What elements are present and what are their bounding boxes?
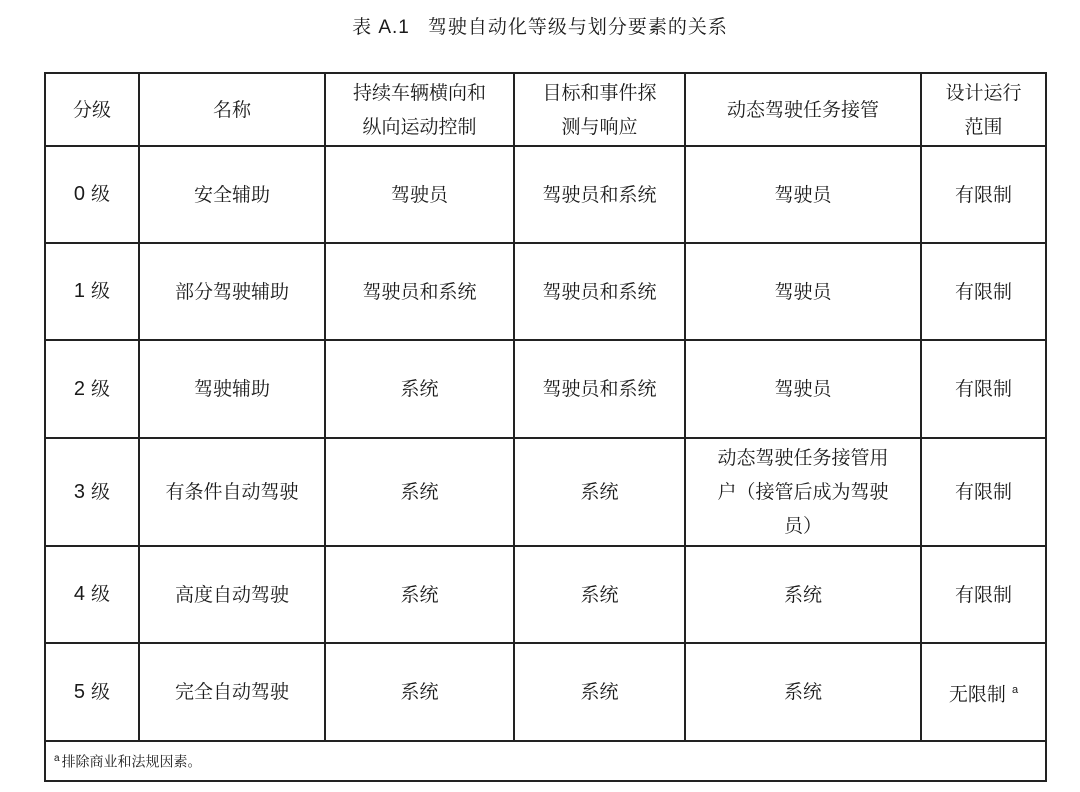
level-cell <box>45 546 139 643</box>
level-unit: 级 <box>91 584 111 605</box>
detect-cell: 系统 <box>514 643 685 741</box>
detect-cell: 系统 <box>514 438 685 546</box>
odd-cell <box>921 340 1046 438</box>
takeover-line: 系统 <box>783 681 822 703</box>
table-number: 表 A.1 <box>352 17 410 38</box>
footnote-marker: a <box>1011 683 1019 696</box>
takeover-cell <box>685 546 921 643</box>
odd-value: 有限制 <box>954 183 1012 206</box>
detect-cell: 驾驶员和系统 <box>514 146 685 243</box>
header-row <box>45 73 1046 146</box>
footnote <box>45 741 1046 781</box>
detect-cell: 驾驶员和系统 <box>514 340 685 438</box>
level-cell <box>45 146 139 243</box>
table-title: 驾驶自动化等级与划分要素的关系 <box>427 16 728 38</box>
footnote-row <box>45 741 1046 781</box>
footnote-marker: a <box>54 753 60 765</box>
odd-value: 有限制 <box>954 583 1012 606</box>
header-line: 范围 <box>964 115 1003 138</box>
control-cell: 系统 <box>325 643 514 741</box>
level-unit: 级 <box>91 184 111 205</box>
odd-cell <box>921 243 1046 340</box>
detect-cell: 系统 <box>514 546 685 643</box>
takeover-line: 户（接管后成为驾驶 <box>717 481 889 503</box>
table-caption <box>0 12 1080 39</box>
takeover-line: 驾驶员 <box>774 183 832 206</box>
control-cell: 系统 <box>325 438 514 546</box>
level-unit: 级 <box>91 481 111 503</box>
name-cell: 安全辅助 <box>139 146 325 243</box>
odd-value: 有限制 <box>954 378 1012 400</box>
header-level: 分级 <box>45 73 139 146</box>
level-number: 0 <box>73 183 86 205</box>
header-line: 目标和事件探 <box>542 81 657 104</box>
level-cell <box>45 340 139 438</box>
footnote-text: 排除商业和法规因素。 <box>61 754 202 771</box>
name-cell: 高度自动驾驶 <box>139 546 325 643</box>
name-cell: 部分驾驶辅助 <box>139 243 325 340</box>
level-number: 1 <box>73 280 86 302</box>
header-line: 设计运行 <box>945 81 1022 104</box>
level-number: 2 <box>73 377 86 400</box>
odd-cell <box>921 546 1046 643</box>
odd-cell <box>921 438 1046 546</box>
odd-value: 无限制 <box>948 683 1006 706</box>
odd-value: 有限制 <box>954 481 1012 503</box>
odd-value: 有限制 <box>954 280 1012 303</box>
odd-cell <box>921 643 1046 741</box>
takeover-line: 系统 <box>783 583 822 606</box>
table-row <box>45 643 1046 741</box>
control-cell: 驾驶员 <box>325 146 514 243</box>
header-takeover: 动态驾驶任务接管 <box>685 73 921 146</box>
table-row <box>45 546 1046 643</box>
levels-table <box>44 72 1047 782</box>
level-cell <box>45 643 139 741</box>
header-detect <box>514 73 685 146</box>
table-row <box>45 438 1046 546</box>
takeover-line: 员） <box>783 515 822 537</box>
takeover-cell <box>685 146 921 243</box>
level-unit: 级 <box>91 378 111 400</box>
table-row <box>45 340 1046 438</box>
level-unit: 级 <box>91 281 111 302</box>
takeover-line: 动态驾驶任务接管用 <box>717 447 889 469</box>
detect-cell: 驾驶员和系统 <box>514 243 685 340</box>
level-cell <box>45 438 139 546</box>
control-cell: 系统 <box>325 340 514 438</box>
table-row <box>45 146 1046 243</box>
table-row <box>45 243 1046 340</box>
header-odd <box>921 73 1046 146</box>
takeover-cell <box>685 438 921 546</box>
header-name: 名称 <box>139 73 325 146</box>
takeover-cell <box>685 243 921 340</box>
takeover-line: 驾驶员 <box>774 378 832 400</box>
header-line: 测与响应 <box>561 115 638 138</box>
level-number: 3 <box>73 480 86 503</box>
takeover-line: 驾驶员 <box>774 280 832 303</box>
header-line: 纵向运动控制 <box>362 115 477 138</box>
odd-cell <box>921 146 1046 243</box>
level-unit: 级 <box>91 681 111 703</box>
control-cell: 驾驶员和系统 <box>325 243 514 340</box>
level-number: 5 <box>73 680 86 703</box>
header-control <box>325 73 514 146</box>
takeover-cell <box>685 643 921 741</box>
level-cell <box>45 243 139 340</box>
name-cell: 驾驶辅助 <box>139 340 325 438</box>
name-cell: 完全自动驾驶 <box>139 643 325 741</box>
takeover-cell <box>685 340 921 438</box>
level-number: 4 <box>73 583 86 605</box>
table-body <box>45 146 1046 741</box>
control-cell: 系统 <box>325 546 514 643</box>
header-line: 持续车辆横向和 <box>352 81 486 104</box>
name-cell: 有条件自动驾驶 <box>139 438 325 546</box>
